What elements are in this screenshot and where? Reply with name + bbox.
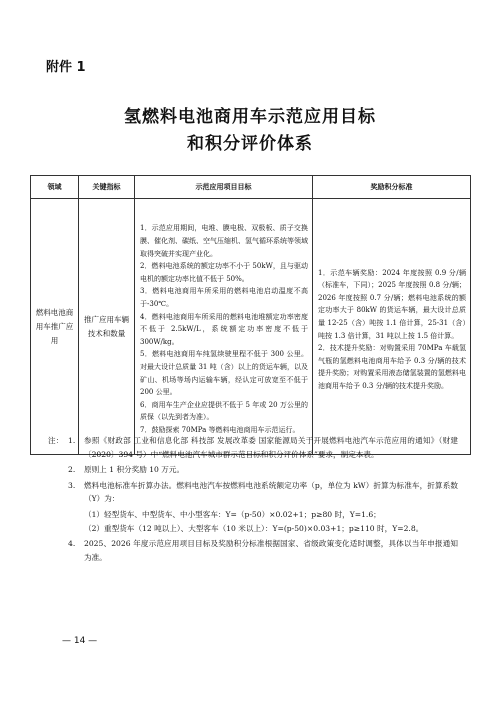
scoring-item: 1．示范车辆奖励：2024 年度按照 0.9 分/辆（标准车，下同）；2025 年度按照 0.8 分/辆；2026 年度按照 0.7 分/辆；燃料电池系统的额定功率大于 80kW 的货运车辆，最大设计总质量 12-25（含）吨按 1.1 倍计算，25-31（含）吨按 1.3 倍计算，31 吨以上按 1.5 倍计算。 — [318, 268, 466, 340]
page-number: — 14 — — [62, 636, 98, 646]
note-sub-item: （2）重型货车（12 吨以上）、大型客车（10 米以上）：Y=(p-50)×0.03+1；p≥110 时，Y=2.8。 — [84, 523, 424, 533]
indicator-text: 推广应用车辆技术和数量 — [84, 314, 129, 338]
cell-scoring — [313, 199, 471, 455]
scoring-item: 2．技术提升奖励：对购置采用 70MPa 车载氢气瓶的氢燃料电池商用车给予 0.3 分/辆的技术提升奖励；对购置采用液态储氢装置的氢燃料电池商用车给予 0.3 分/辆的技术提升奖励。 — [318, 344, 466, 390]
requirement-item: 3．燃料电池商用车所采用的燃料电池启动温度不高于-30℃。 — [140, 287, 308, 309]
note-number: 2. — [68, 465, 76, 475]
header-requirements: 示范应用项目目标 — [135, 176, 313, 199]
domain-text: 燃料电池商用车推广应用 — [35, 307, 74, 345]
requirement-item: 2．燃料电池系统的额定功率不小于 50kW，且与驱动电机的额定功率比值不低于 50%。 — [140, 262, 308, 283]
note-number: 3. — [68, 480, 76, 490]
cell-indicator — [79, 199, 135, 455]
requirement-item: 5．燃料电池商用车纯氢续驶里程不低于 300 公里。对最大设计总质量 31 吨（含）以上的货运车辆，以及矿山、机场等场内运输车辆，经认定可放宽至不低于 200 公里。 — [140, 350, 308, 397]
evaluation-table — [30, 175, 471, 455]
note-number: 4. — [68, 539, 76, 549]
header-scoring: 奖励积分标准 — [313, 176, 471, 199]
requirement-item: 1．示范应用期间，电堆、膜电极、双极板、质子交换膜、催化剂、碳纸、空气压缩机、氢气循环系统等领域取得突破并实现产业化。 — [140, 224, 308, 258]
note-text: 原则上 1 积分奖励 10 万元。 — [84, 465, 185, 475]
header-indicator: 关键指标 — [79, 176, 135, 199]
note-number: 1. — [68, 436, 76, 445]
note-sub-item: （1）轻型货车、中型货车、中小型客车：Y=（p-50）×0.02+1；p≥80 时，Y=1.6； — [84, 509, 381, 519]
cell-domain — [31, 199, 79, 455]
cell-requirements — [135, 199, 313, 455]
requirement-item: 4．燃料电池商用车所采用的燃料电池堆额定功率密度不低于 2.5kW/L，系统额定功率密度不低于 300W/kg。 — [140, 312, 308, 346]
table-row — [31, 199, 471, 455]
note-item — [48, 537, 458, 564]
header-domain: 领域 — [31, 176, 79, 199]
notes-section — [48, 434, 458, 566]
attachment-label: 附件 1 — [46, 60, 86, 75]
document-title-line-2: 和积分评价体系 — [187, 134, 313, 154]
requirement-item: 7．鼓励探索 70MPa 等燃料电池商用车示范运行。 — [140, 425, 300, 434]
note-item — [48, 434, 458, 461]
note-text: 参照《财政部 工业和信息化部 科技部 发展改革委 国家能源局关于开展燃料电池汽车示范应用的通知》（财建〔2020〕394 号）中“燃料电池汽车城市群示范目标和积分评价体系”要求，制定本表。 — [84, 436, 458, 459]
requirement-item: 6．商用车生产企业应提供不低于 5 年或 20 万公里的质保（以先到者为准）。 — [140, 400, 308, 422]
document-title-line-1: 氢燃料电池商用车示范应用目标 — [124, 107, 376, 127]
note-item — [48, 479, 458, 506]
table-header-row — [31, 176, 471, 199]
notes-label: 注： — [48, 436, 64, 445]
note-text: 燃料电池标准车折算办法。燃料电池汽车按燃料电池系统额定功率（p，单位为 kW）折算为标准车，折算系数（Y）为： — [84, 480, 458, 504]
note-item — [48, 463, 458, 477]
note-text: 2025、2026 年度示范应用项目目标及奖励积分标准根据国家、省级政策变化适时调整，具体以当年申报通知为准。 — [84, 539, 458, 562]
